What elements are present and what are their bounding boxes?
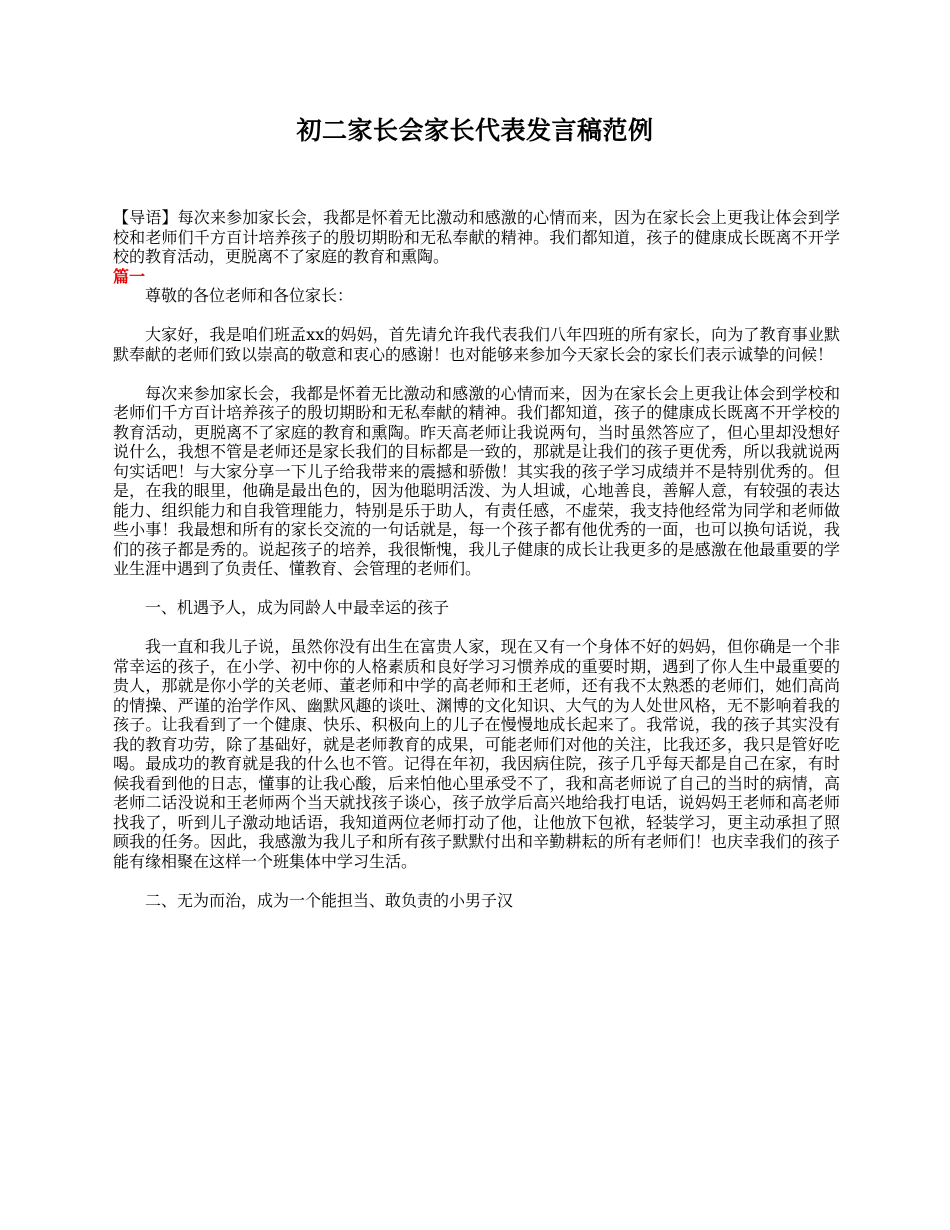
section-heading: 二、无为而治，成为一个能担当、敢负责的小男子汉 <box>145 890 514 910</box>
greeting-line: 尊敬的各位老师和各位家长： <box>145 286 354 305</box>
intro-paragraph: 【导语】每次来参加家长会，我都是怀着无比激动和感激的心情而来，因为在家长会上更我让体会到学校和老师们千方百计培养孩子的殷切期盼和无私奉献的精神。我们都知道，孩子的健康成长既离不开学校的教育活动，更脱离不了家庭的教育和熏陶。 <box>113 208 840 266</box>
body-paragraph: 大家好，我是咱们班孟xx的妈妈，首先请允许我代表我们八年四班的所有家长，向为了教育事业默默奉献的老师们致以崇高的敬意和衷心的感谢！也对能够来参加今天家长会的家长们表示诚挚的问候！ <box>113 325 840 364</box>
body-paragraph: 我一直和我儿子说，虽然你没有出生在富贵人家，现在又有一个身体不好的妈妈，但你确是一个非常幸运的孩子，在小学、初中你的人格素质和良好学习习惯养成的重要时期，遇到了你人生中最重要的贵人，那就是你小学的关老师、董老师和中学的高老师和王老师，还有我不太熟悉的老师们，她们高尚的情操、严谨的治学作风、幽默风趣的谈吐、渊博的文化知识、大气的为人处世风格，无不影响着我的孩子。让我看到了一个健康、快乐、积极向上的儿子在慢慢地成长起来了。我常说，我的孩子其实没有我的教育功劳，除了基础好，就是老师教育的成果，可能老师们对他的关注，比我还多，我只是管好吃喝。最成功的教育就是我的什么也不管。记得在年初，我因病住院，孩子几乎每天都是自己在家，有时候我看到他的日志，懂事的让我心酸，后来怕他心里承受不了，我和高老师说了自己的当时的病情，高老师二话没说和王老师两个当天就找孩子谈心，孩子放学后高兴地给我打电话，说妈妈王老师和高老师找我了，听到儿子激动地话语，我知道两位老师打动了他，让他放下包袱，轻装学习，更主动承担了照顾我的任务。因此，我感激为我儿子和所有孩子默默付出和辛勤耕耘的所有老师们！也庆幸我们的孩子能有缘相聚在这样一个班集体中学习生活。 <box>113 637 840 871</box>
section-label: 篇一 <box>113 266 146 286</box>
body-paragraph: 每次来参加家长会，我都是怀着无比激动和感激的心情而来，因为在家长会上更我让体会到学校和老师们千方百计培养孩子的殷切期盼和无私奉献的精神。我们都知道，孩子的健康成长既离不开学校的教育活动，更脱离不了家庭的教育和熏陶。昨天高老师让我说两句，当时虽然答应了，但心里却没想好说什么，我想不管是老师还是家长我们的目标都是一致的，那就是让我们的孩子更优秀，所以我就说两句实话吧！与大家分享一下儿子给我带来的震撼和骄傲！其实我的孩子学习成绩并不是特别优秀的。但是，在我的眼里，他确是最出色的，因为他聪明活泼、为人坦诚，心地善良，善解人意，有较强的表达能力、组织能力和自我管理能力，特别是乐于助人，有责任感，不虚荣，我支持他经常为同学和老师做些小事！我最想和所有的家长交流的一句话就是，每一个孩子都有他优秀的一面，也可以换句话说，我们的孩子都是秀的。说起孩子的培养，我很惭愧，我儿子健康的成长让我更多的是感激在他最重要的学业生涯中遇到了负责任、懂教育、会管理的老师们。 <box>113 383 840 578</box>
document-title: 初二家长会家长代表发言稿范例 <box>296 116 654 145</box>
document-body <box>113 208 840 930</box>
section-heading: 一、机遇予人，成为同龄人中最幸运的孩子 <box>145 598 450 617</box>
